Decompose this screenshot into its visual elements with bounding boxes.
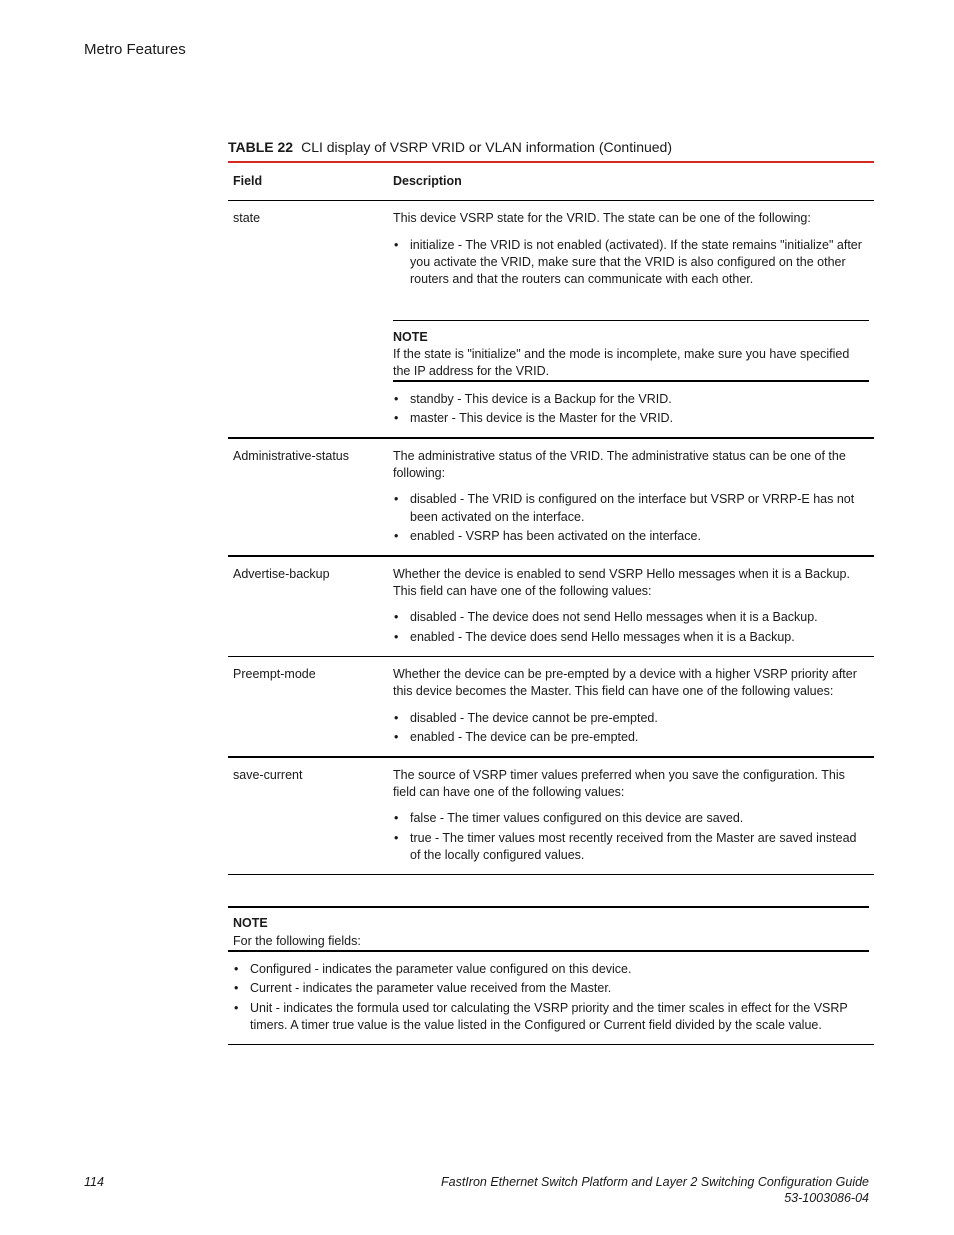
list-item-text: false - The timer values configured on this device are saved. — [410, 811, 744, 825]
list-item — [394, 729, 869, 746]
list-item — [394, 491, 869, 525]
description-intro: Whether the device can be pre-empted by a device with a higher VSRP priority after — [393, 667, 857, 681]
bullet-glyph: • — [394, 831, 399, 845]
list-item-text: disabled - The device does not send Hello messages when it is a Backup. — [410, 610, 818, 624]
list-item — [234, 1000, 869, 1034]
bullet-glyph: • — [394, 529, 399, 543]
list-item-text: Current - indicates the parameter value received from the Master. — [250, 981, 612, 995]
list-item-text: of the locally configured values. — [410, 848, 585, 862]
list-item-text: initialize - The VRID is not enabled (activated). If the state remains "initialize" after — [410, 238, 862, 252]
list-item — [394, 237, 869, 288]
bullet-glyph: • — [394, 238, 399, 252]
bullet-glyph: • — [234, 1001, 239, 1015]
header-divider — [228, 200, 874, 201]
list-item-text: enabled - VSRP has been activated on the interface. — [410, 529, 701, 543]
note-top-rule — [393, 320, 869, 321]
list-item — [394, 410, 869, 427]
list-item-text: master - This device is the Master for the VRID. — [410, 411, 674, 425]
field-name-preempt-mode: Preempt-mode — [233, 667, 316, 681]
table-bottom-rule — [228, 874, 874, 875]
bullet-glyph: • — [394, 630, 399, 644]
list-item-text: disabled - The VRID is configured on the interface but VSRP or VRRP-E has not — [410, 492, 855, 506]
list-item-text: enabled - The device can be pre-empted. — [410, 730, 639, 744]
bullet-glyph: • — [234, 981, 239, 995]
row-divider — [228, 555, 874, 557]
row-divider — [228, 756, 874, 758]
note-bottom-rule — [228, 950, 869, 952]
list-item-text: been activated on the interface. — [410, 510, 585, 524]
list-item — [394, 528, 869, 545]
bullet-glyph: • — [394, 730, 399, 744]
list-item-text: Configured - indicates the parameter value configured on this device. — [250, 962, 632, 976]
page-number: 114 — [84, 1175, 104, 1189]
note-bottom-rule — [393, 380, 869, 382]
note-top-rule — [228, 906, 869, 908]
list-item-text: timers. A timer true value is the value listed in the Configured or Current field divided by the scale value. — [250, 1018, 822, 1032]
note-text: For the following fields: — [233, 934, 361, 948]
bullet-glyph: • — [394, 492, 399, 506]
list-item-text: true - The timer values most recently received from the Master are saved instead — [410, 831, 857, 845]
description-intro: field can have one of the following values: — [393, 785, 625, 799]
row-divider — [228, 656, 874, 657]
column-header-field: Field — [233, 174, 263, 188]
table-caption-text: CLI display of VSRP VRID or VLAN information (Continued) — [301, 139, 672, 155]
caption-accent-rule — [228, 161, 874, 163]
column-header-description: Description — [393, 174, 462, 188]
note-label: NOTE — [393, 330, 428, 344]
bullet-glyph: • — [394, 610, 399, 624]
table-caption — [228, 139, 672, 155]
bullet-glyph: • — [394, 411, 399, 425]
description-intro: This device VSRP state for the VRID. The state can be one of the following: — [393, 211, 811, 225]
list-item — [234, 961, 869, 978]
list-item-text: enabled - The device does send Hello messages when it is a Backup. — [410, 630, 795, 644]
field-name-administrative-status: Administrative-status — [233, 449, 350, 463]
guide-title: FastIron Ethernet Switch Platform and Layer 2 Switching Configuration Guide — [441, 1175, 869, 1189]
bullet-glyph: • — [394, 392, 399, 406]
list-item — [394, 810, 869, 827]
table-number: TABLE 22 — [228, 139, 294, 155]
field-name-advertise-backup: Advertise-backup — [233, 567, 330, 581]
description-intro: following: — [393, 466, 446, 480]
description-intro: This field can have one of the following values: — [393, 584, 652, 598]
bullet-glyph: • — [394, 711, 399, 725]
list-item — [394, 609, 869, 626]
list-item — [394, 830, 869, 864]
section-title: Metro Features — [84, 41, 186, 58]
description-intro: The administrative status of the VRID. The administrative status can be one of the — [393, 449, 846, 463]
row-divider — [228, 437, 874, 439]
bullet-glyph: • — [234, 962, 239, 976]
note-text: If the state is "initialize" and the mode is incomplete, make sure you have specified — [393, 347, 850, 361]
field-name-state: state — [233, 211, 261, 225]
list-item-text: disabled - The device cannot be pre-empted. — [410, 711, 658, 725]
bullet-glyph: • — [394, 811, 399, 825]
list-item — [394, 710, 869, 727]
list-item-text: you activate the VRID, make sure that the VRID is also configured on the other — [410, 255, 846, 269]
description-intro: Whether the device is enabled to send VSRP Hello messages when it is a Backup. — [393, 567, 850, 581]
note-block-bottom-rule — [228, 1044, 874, 1045]
description-intro: The source of VSRP timer values preferred when you save the configuration. This — [393, 768, 845, 782]
note-text: the IP address for the VRID. — [393, 364, 550, 378]
description-intro: this device becomes the Master. This field can have one of the following values: — [393, 684, 834, 698]
list-item — [234, 980, 869, 997]
note-label: NOTE — [233, 916, 268, 930]
list-item-text: Unit - indicates the formula used tor calculating the VSRP priority and the timer scales in effect for the VSRP — [250, 1001, 848, 1015]
doc-number: 53-1003086-04 — [784, 1191, 869, 1205]
list-item — [394, 629, 869, 646]
list-item-text: routers and that the routers can communicate with each other. — [410, 272, 754, 286]
list-item — [394, 391, 869, 408]
field-name-save-current: save-current — [233, 768, 303, 782]
list-item-text: standby - This device is a Backup for the VRID. — [410, 392, 672, 406]
